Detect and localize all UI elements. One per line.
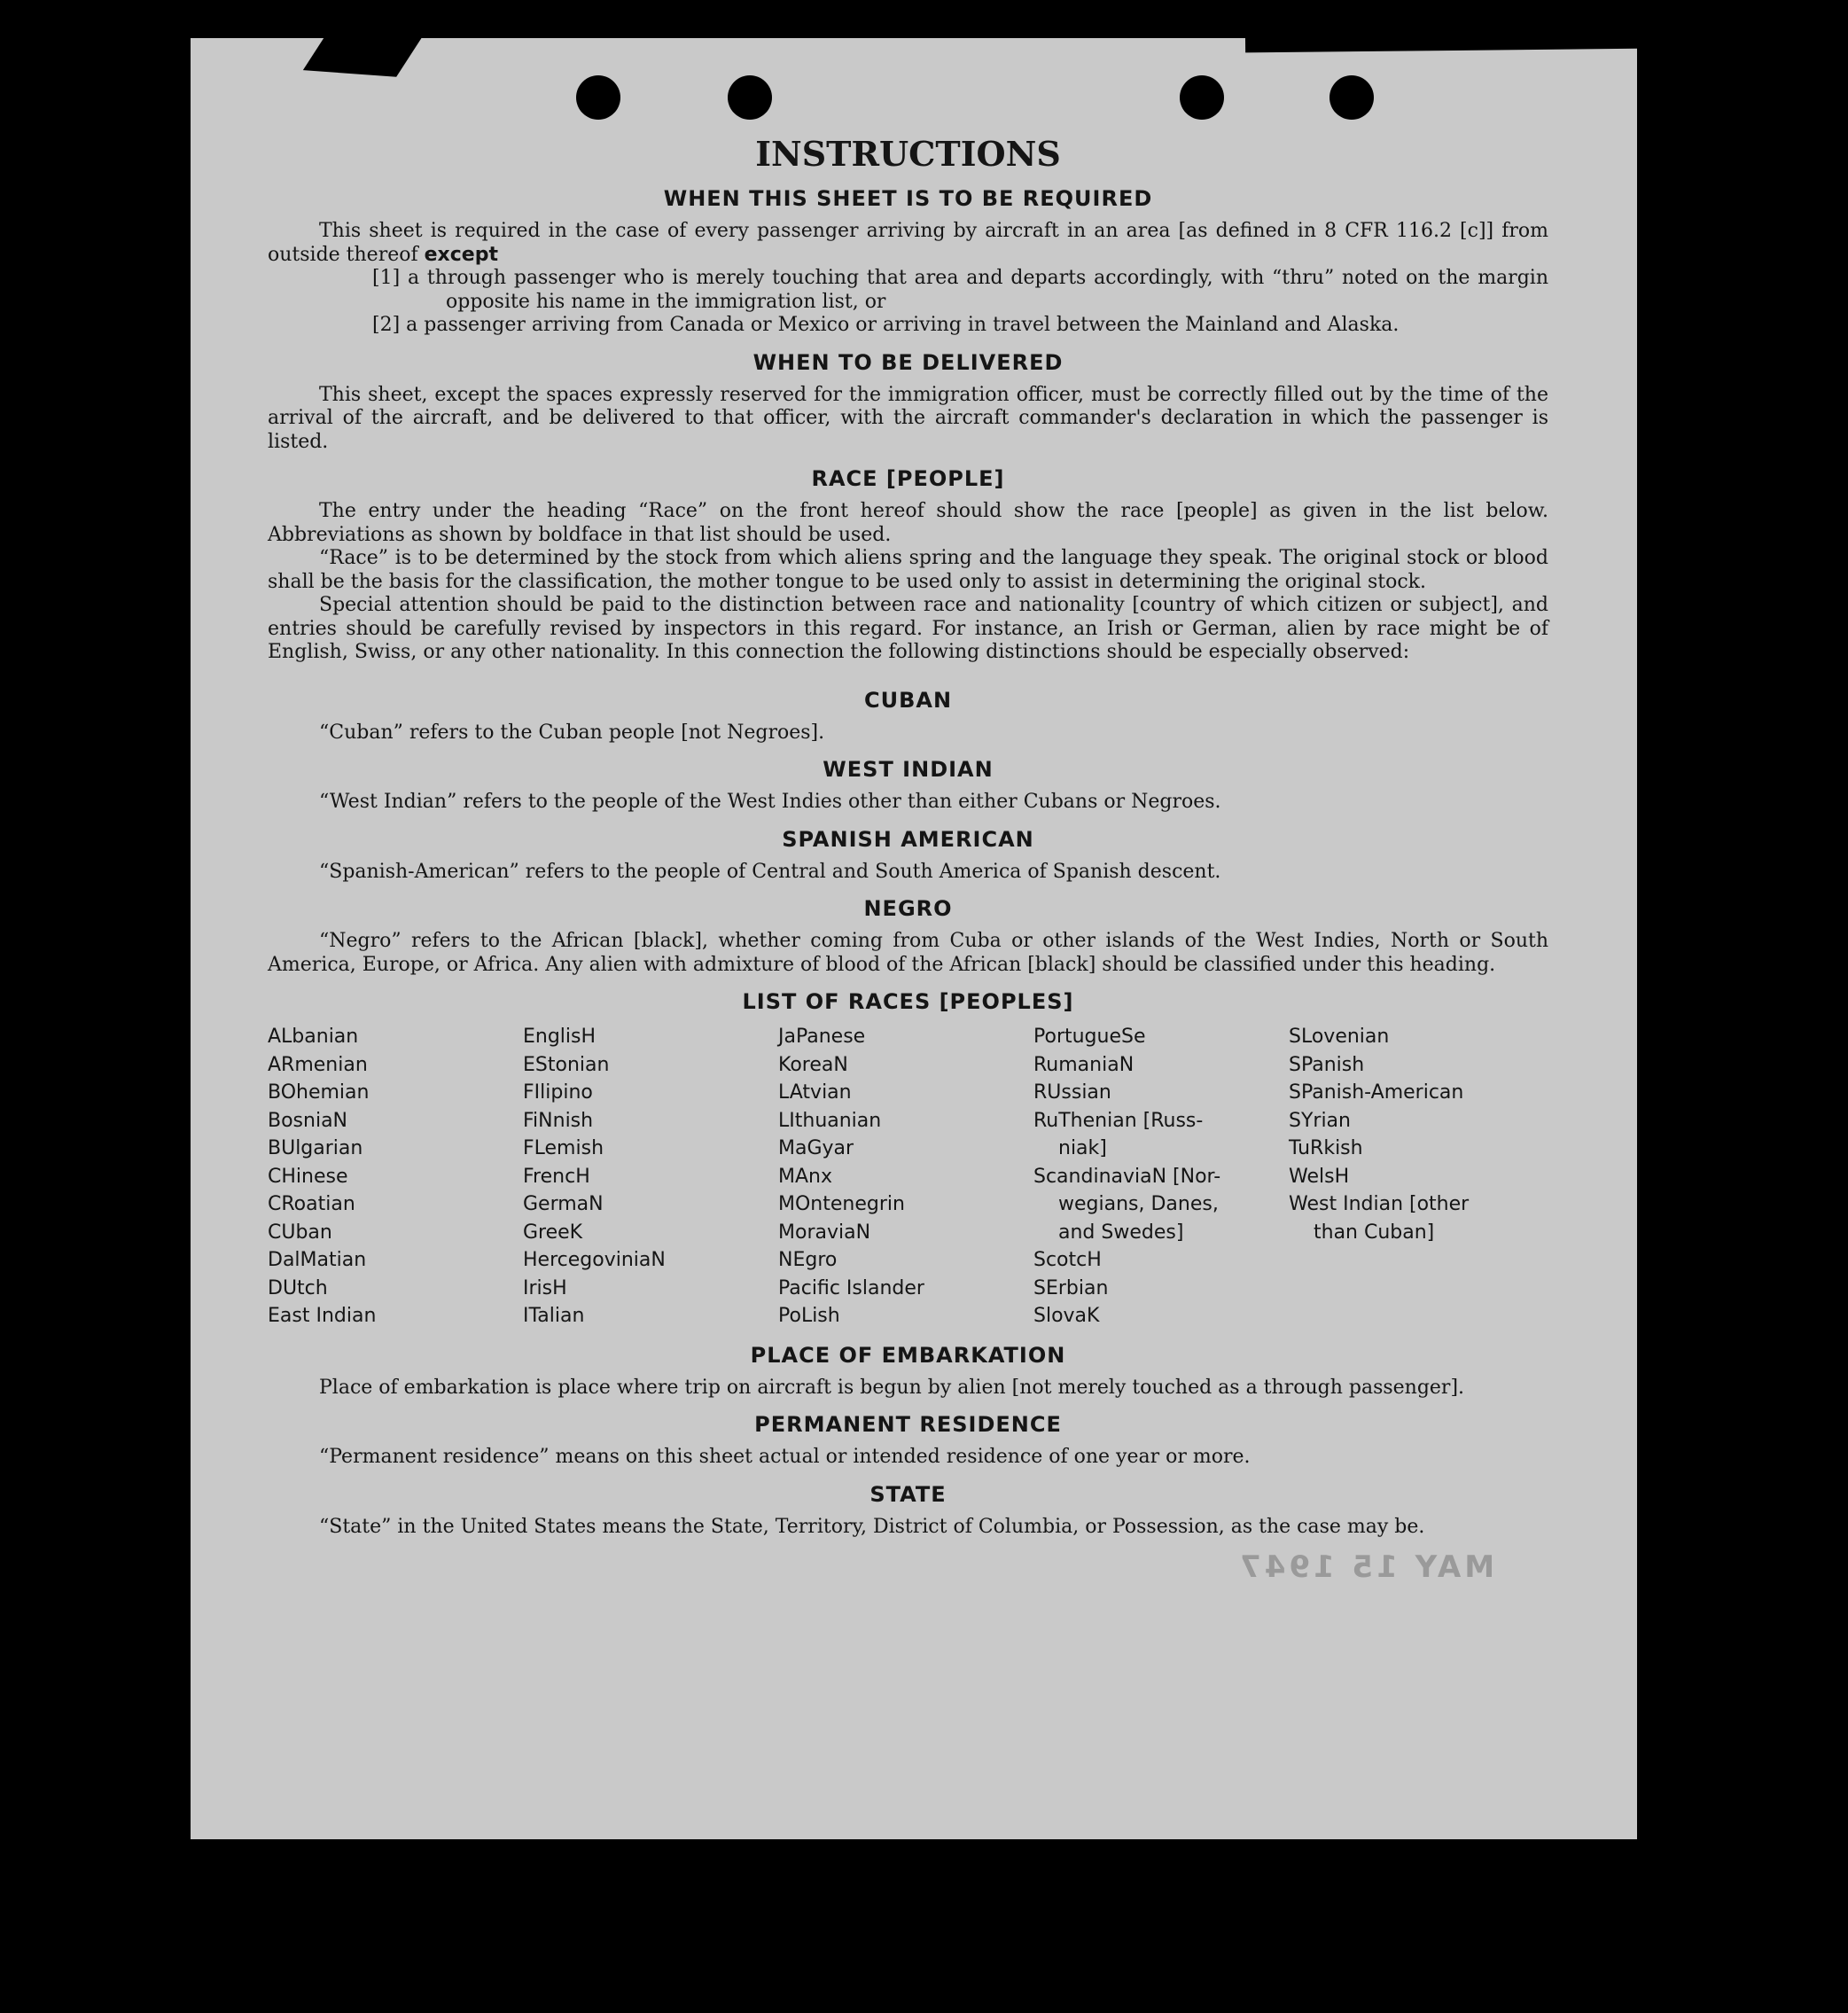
race-item: DUtch <box>268 1276 328 1299</box>
race-item: CUban <box>268 1221 332 1244</box>
race-paragraph-1: The entry under the heading “Race” on the front hereof should show the race [people] as given in the list below. Abbreviations as shown by boldface in that list should be used. <box>268 500 1548 546</box>
race-column-5 <box>1289 1023 1546 1330</box>
race-item: RumaniaN <box>1033 1053 1135 1076</box>
race-item: ALbanian <box>268 1026 359 1048</box>
race-item: GreeK <box>523 1221 583 1244</box>
race-item: RuThenian [Russ- <box>1033 1109 1204 1132</box>
heading-embarkation: PLACE OF EMBARKATION <box>750 1342 1066 1368</box>
west-indian-text: “West Indian” refers to the people of the West Indies other than either Cubans or Negroes. <box>319 791 1221 813</box>
race-item-continued: wegians, Danes, <box>1058 1193 1219 1215</box>
race-item: MoraviaN <box>778 1221 871 1244</box>
race-column-4 <box>1033 1023 1289 1330</box>
race-item: BUlgarian <box>268 1137 363 1159</box>
negro-text: “Negro” refers to the African [black], whether coming from Cuba or other islands of the West Indies, North or South America, Europe, or Africa. Any alien with admixture of blood of the African [black] should be classified under this heading. <box>268 930 1548 976</box>
heading-delivered: WHEN TO BE DELIVERED <box>752 349 1064 375</box>
race-column-1 <box>268 1023 523 1330</box>
race-item: EnglisH <box>523 1026 597 1048</box>
race-item-continued: than Cuban] <box>1314 1221 1435 1244</box>
race-item: WelsH <box>1289 1165 1350 1188</box>
race-item: TuRkish <box>1289 1137 1363 1159</box>
race-item: RUssian <box>1033 1081 1111 1104</box>
race-item: SPanish <box>1289 1053 1365 1076</box>
race-item: ScotcH <box>1033 1249 1102 1271</box>
race-item: SlovaK <box>1033 1305 1100 1327</box>
race-item: MAnx <box>778 1165 832 1188</box>
punch-hole <box>576 75 620 120</box>
exception-1: [1] a through passenger who is merely touching that area and departs accordingly, with “thru” noted on the margin opposite his name in the immigration list, or <box>372 267 1548 313</box>
race-item: IrisH <box>523 1276 567 1299</box>
race-item: SYrian <box>1289 1109 1351 1132</box>
race-column-3 <box>778 1023 1033 1330</box>
heading-list-of-races: LIST OF RACES [PEOPLES] <box>742 989 1074 1014</box>
race-item-continued: niak] <box>1058 1137 1107 1159</box>
punch-hole <box>728 75 772 120</box>
race-item: ITalian <box>523 1305 585 1327</box>
heading-west-indian: WEST INDIAN <box>823 757 994 782</box>
race-item: NEgro <box>778 1249 838 1271</box>
heading-state: STATE <box>869 1481 947 1507</box>
race-item: SErbian <box>1033 1276 1109 1299</box>
exception-2: [2] a passenger arriving from Canada or Mexico or arriving in travel between the Mainland and Alaska. <box>372 314 1400 336</box>
race-item: MaGyar <box>778 1137 854 1159</box>
heading-negro: NEGRO <box>863 896 953 921</box>
race-item: PortugueSe <box>1033 1026 1146 1048</box>
state-text: “State” in the United States means the State, Territory, District of Columbia, or Possession, as the case may be. <box>319 1515 1425 1538</box>
torn-top-edge <box>1245 38 1637 52</box>
race-item: LAtvian <box>778 1081 852 1104</box>
race-item: HercegovinіaN <box>523 1249 666 1271</box>
race-item: ScandinaviaN [Nor- <box>1033 1165 1221 1188</box>
race-item: East Indian <box>268 1305 377 1327</box>
race-item: BosniaN <box>268 1109 348 1132</box>
race-item: Pacific Islander <box>778 1276 924 1299</box>
race-item: West Indian [other <box>1289 1193 1470 1215</box>
race-item: GermaN <box>523 1193 604 1215</box>
race-item: FiNnish <box>523 1109 594 1132</box>
page-title: INSTRUCTIONS <box>755 134 1061 174</box>
race-list <box>268 1023 1548 1330</box>
race-item: KoreaN <box>778 1053 848 1076</box>
race-item: JaPanese <box>778 1026 866 1048</box>
race-item-continued: and Swedes] <box>1058 1221 1184 1244</box>
spanish-american-text: “Spanish-American” refers to the people of Central and South America of Spanish descent. <box>319 860 1221 883</box>
torn-corner <box>303 38 424 77</box>
heading-spanish-american: SPANISH AMERICAN <box>782 826 1034 852</box>
heading-race: RACE [PEOPLE] <box>811 466 1005 491</box>
race-item: SLovenian <box>1289 1026 1390 1048</box>
heading-required: WHEN THIS SHEET IS TO BE REQUIRED <box>663 186 1153 211</box>
race-column-2 <box>523 1023 778 1330</box>
race-item: FLemish <box>523 1137 604 1159</box>
race-item: DalMatian <box>268 1249 367 1271</box>
residence-text: “Permanent residence” means on this sheet actual or intended residence of one year or more. <box>319 1446 1251 1468</box>
race-paragraph-2: “Race” is to be determined by the stock from which aliens spring and the language they speak. The original stock or blood shall be the basis for the classification, the mother tongue to be used only to assist in determining the original stock. <box>268 547 1548 593</box>
received-stamp: MAY 15 1947 <box>1236 1549 1495 1585</box>
required-intro: This sheet is required in the case of every passenger arriving by aircraft in an area [as defined in 8 CFR 116.2 [c]] from outside thereof except <box>268 220 1548 266</box>
race-item: MOntenegrin <box>778 1193 905 1215</box>
race-item: CRoatian <box>268 1193 355 1215</box>
heading-cuban: CUBAN <box>863 687 953 713</box>
punch-hole <box>1180 75 1224 120</box>
heading-residence: PERMANENT RESIDENCE <box>754 1412 1062 1437</box>
punch-hole <box>1329 75 1374 120</box>
race-item: ARmenian <box>268 1053 368 1076</box>
delivered-text: This sheet, except the spaces expressly reserved for the immigration officer, must be correctly filled out by the time of the arrival of the aircraft, and be delivered to that officer, with the aircraft commander's declaration in which the passenger is listed. <box>268 383 1548 453</box>
race-item: BOhemian <box>268 1081 370 1104</box>
race-item: SPanish-American <box>1289 1081 1464 1104</box>
race-item: EStonian <box>523 1053 610 1076</box>
cuban-text: “Cuban” refers to the Cuban people [not Negroes]. <box>319 721 825 744</box>
race-item: FrencH <box>523 1165 590 1188</box>
embarkation-text: Place of embarkation is place where trip on aircraft is begun by alien [not merely touched as a through passenger]. <box>319 1376 1465 1399</box>
document-page <box>191 38 1637 1839</box>
race-item: CHinese <box>268 1165 348 1188</box>
race-item: LIthuanian <box>778 1109 882 1132</box>
race-paragraph-3: Special attention should be paid to the distinction between race and nationality [country of which citizen or subject], and entries should be carefully revised by inspectors in this regard. For instance, an Irish or German, alien by race might be of English, Swiss, or any other nationality. In this connection the following distinctions should be especially observed: <box>268 594 1548 663</box>
race-item: PoLish <box>778 1305 840 1327</box>
race-item: FIlipino <box>523 1081 593 1104</box>
